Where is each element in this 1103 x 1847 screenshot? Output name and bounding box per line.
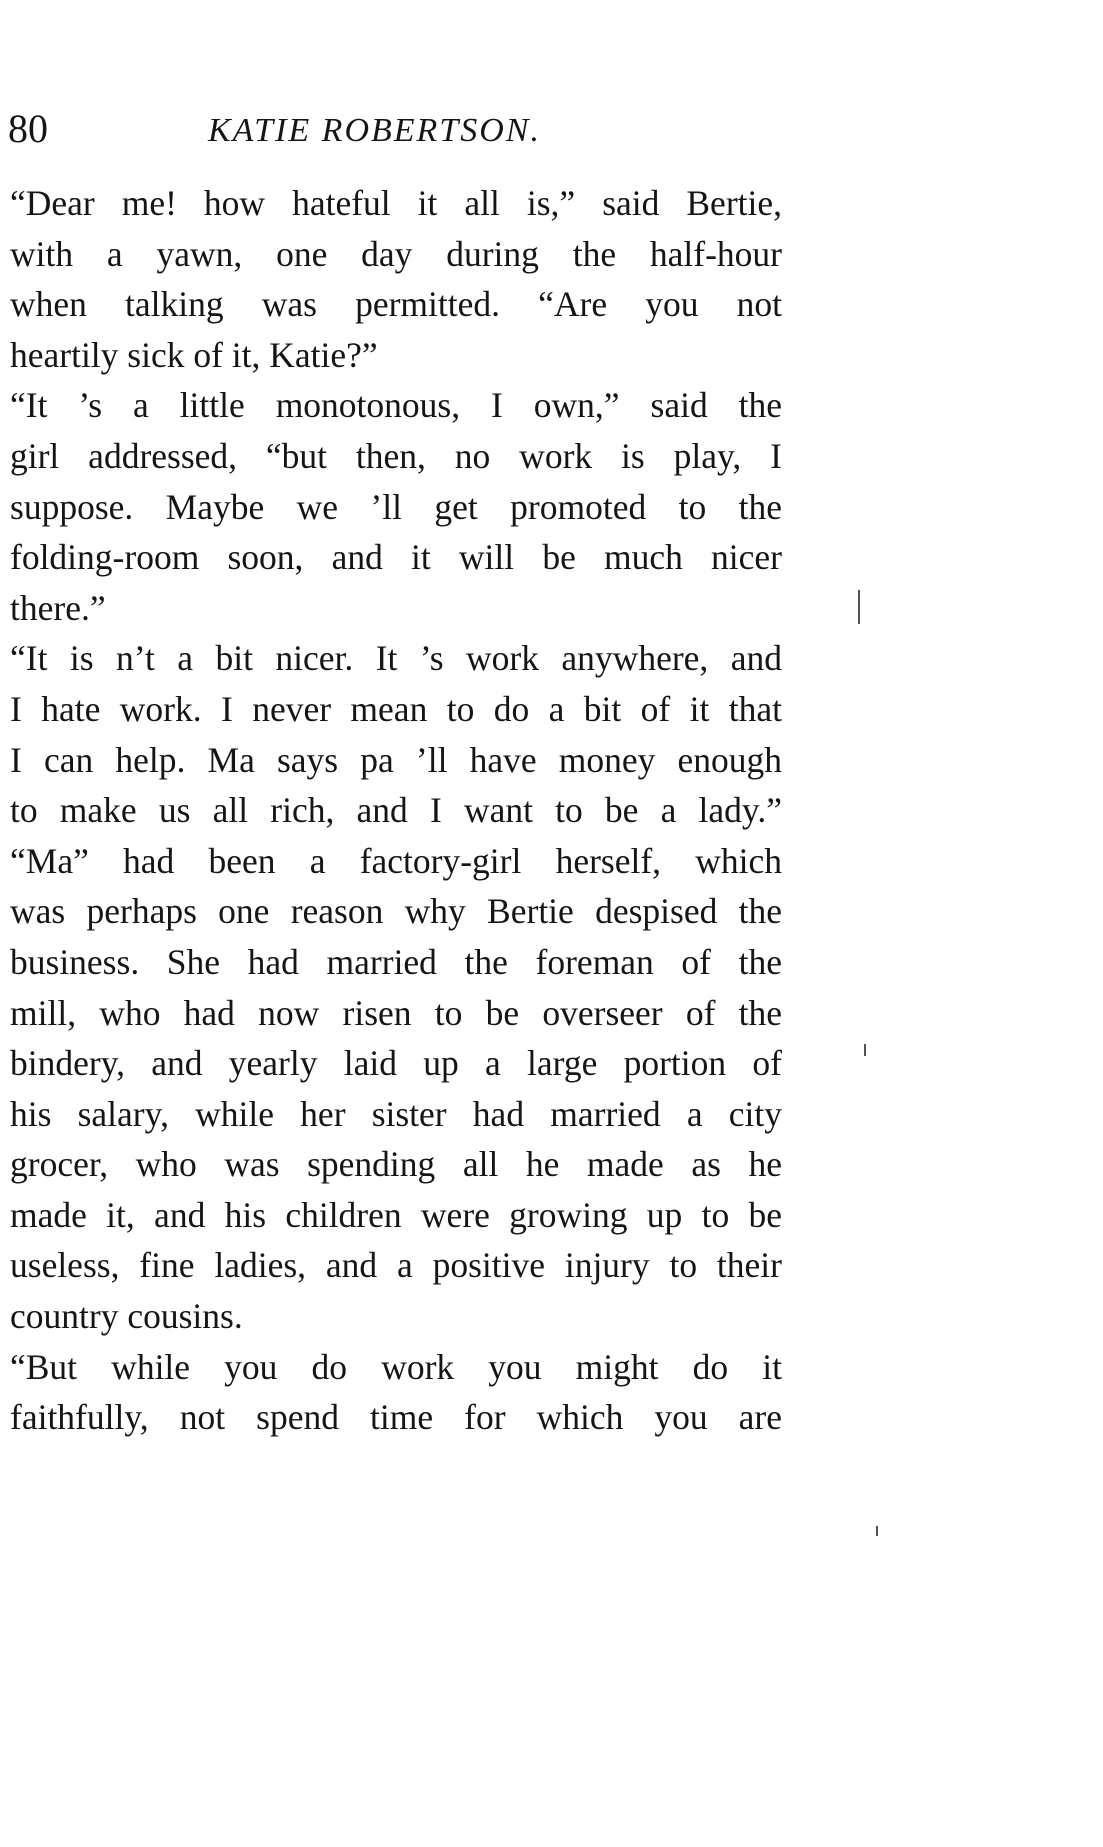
text-line: with a yawn, one day during the half-hour <box>10 233 782 274</box>
text-line: to make us all rich, and I want to be a lady.” <box>10 790 782 831</box>
scan-mark <box>876 1526 878 1536</box>
text-line: made it, and his children were growing up to be <box>10 1194 782 1235</box>
text-line: “Ma” had been a factory-girl herself, which <box>10 840 782 881</box>
text-line: girl addressed, “but then, no work is play, I <box>10 435 782 476</box>
text-line: country cousins. <box>10 1296 243 1337</box>
text-line: “It ’s a little monotonous, I own,” said the <box>10 385 782 426</box>
scan-mark <box>864 1044 866 1056</box>
text-line: his salary, while her sister had married a city <box>10 1093 782 1134</box>
text-line: I hate work. I never mean to do a bit of it that <box>10 688 782 729</box>
text-line: bindery, and yearly laid up a large portion of <box>10 1043 782 1084</box>
text-line: faithfully, not spend time for which you are <box>10 1397 782 1438</box>
text-line: there.” <box>10 587 106 628</box>
text-line: “But while you do work you might do it <box>10 1346 782 1387</box>
text-line: grocer, who was spending all he made as he <box>10 1144 782 1185</box>
text-line: I can help. Ma says pa ’ll have money enough <box>10 739 782 780</box>
text-line: when talking was permitted. “Are you not <box>10 284 782 325</box>
running-head <box>8 104 908 154</box>
text-line: “It is n’t a bit nicer. It ’s work anywhere, and <box>10 638 782 679</box>
body-text <box>10 178 782 1443</box>
scan-mark <box>858 590 860 624</box>
text-line: suppose. Maybe we ’ll get promoted to the <box>10 486 782 527</box>
text-line: was perhaps one reason why Bertie despised the <box>10 891 782 932</box>
text-line: folding-room soon, and it will be much nicer <box>10 537 782 578</box>
text-line: business. She had married the foreman of the <box>10 941 782 982</box>
text-line: mill, who had now risen to be overseer of the <box>10 992 782 1033</box>
text-line: “Dear me! how hateful it all is,” said Bertie, <box>10 183 782 223</box>
text-line: useless, fine ladies, and a positive injury to their <box>10 1245 782 1286</box>
page-number: 80 <box>8 106 48 151</box>
text-line: heartily sick of it, Katie?” <box>10 334 378 375</box>
running-title: KATIE ROBERTSON. <box>208 112 541 149</box>
